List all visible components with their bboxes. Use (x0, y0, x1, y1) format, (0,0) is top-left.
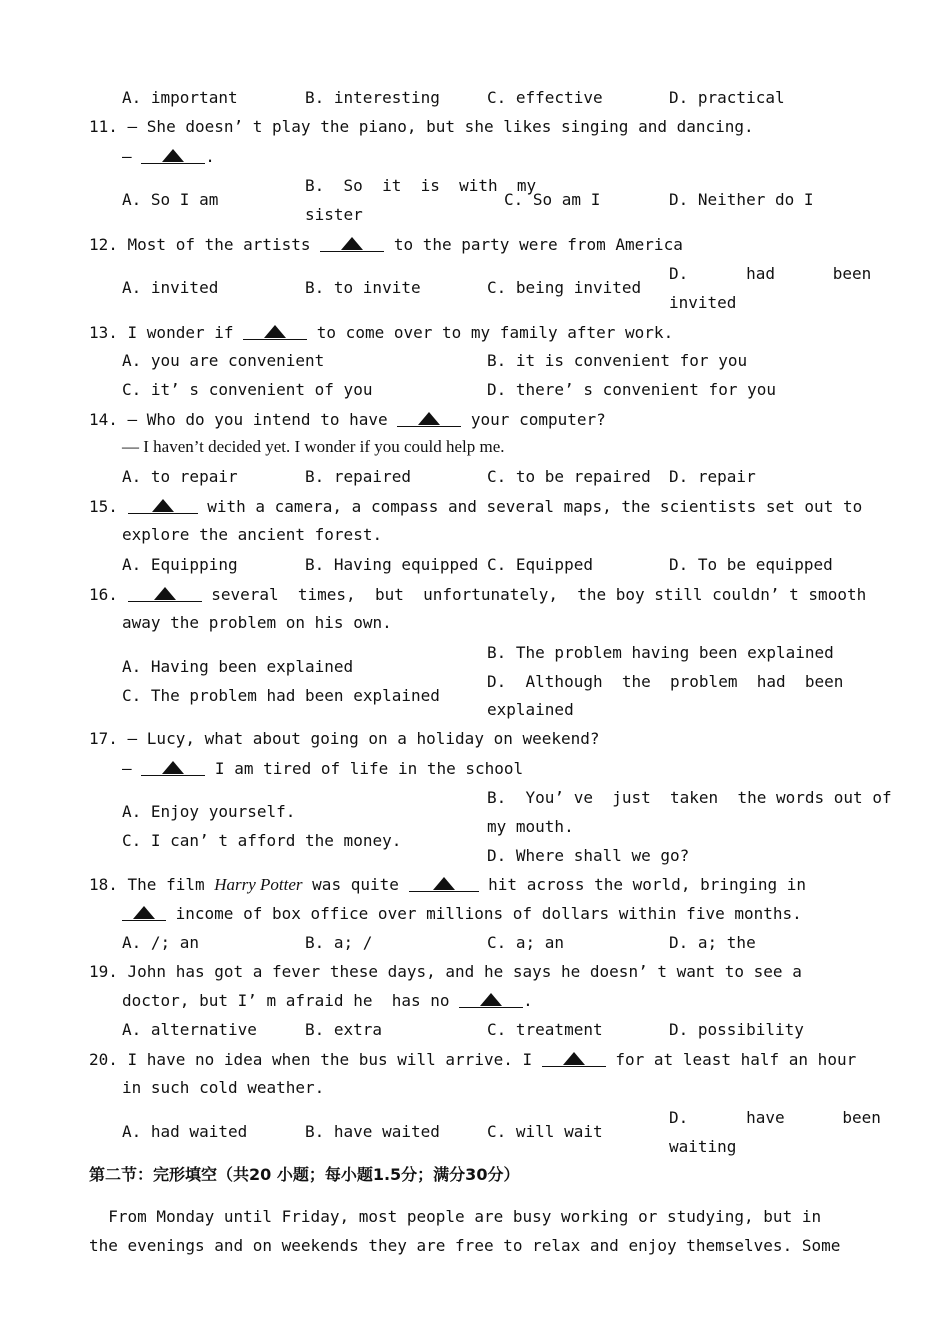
triangle-icon (152, 499, 174, 512)
q14-stem: 14. — Who do you intend to have your computer? (89, 410, 606, 429)
triangle-icon (154, 587, 176, 600)
q16-option-a: A. Having been explained (122, 657, 354, 676)
answer-blank (409, 874, 479, 892)
q10-option-c: C. effective (487, 88, 603, 107)
q15-option-c: C. Equipped (487, 555, 593, 574)
q13-option-c: C. it’ s convenient of you (122, 380, 373, 399)
q18-stem: 18. The film Harry Potter was quite hit across the world, bringing in (89, 875, 807, 894)
answer-blank (542, 1049, 606, 1067)
q11-option-c: C. So am I (504, 190, 601, 209)
answer-blank (128, 496, 198, 514)
answer-blank (397, 409, 461, 427)
triangle-icon (264, 325, 286, 338)
q12-option-d-line1: D. had been (669, 264, 872, 283)
q17-stem: 17. — Lucy, what about going on a holiday on weekend? (89, 729, 600, 748)
q12-option-c: C. being invited (487, 278, 642, 297)
q14-reply: — I haven’t decided yet. I wonder if you could help me. (122, 437, 505, 456)
answer-blank (320, 234, 384, 252)
q12-option-b: B. to invite (305, 278, 421, 297)
q13-option-d: D. there’ s convenient for you (487, 380, 776, 399)
triangle-icon (133, 906, 155, 919)
q11-stem: 11. — She doesn’ t play the piano, but she likes singing and dancing. (89, 117, 754, 136)
q16-option-b: B. The problem having been explained (487, 643, 834, 662)
q13-option-b: B. it is convenient for you (487, 351, 748, 370)
answer-blank (141, 146, 205, 164)
q10-option-a: A. important (122, 88, 238, 107)
triangle-icon (162, 149, 184, 162)
q20-option-a: A. had waited (122, 1122, 248, 1141)
answer-blank (122, 903, 166, 921)
q10-option-d: D. practical (669, 88, 785, 107)
q15-option-b: B. Having equipped (305, 555, 479, 574)
q18-stem-line2: income of box office over millions of dollars within five months. (122, 903, 802, 924)
q20-option-c: C. will wait (487, 1122, 603, 1141)
q16-stem-line2: away the problem on his own. (122, 613, 392, 632)
triangle-icon (480, 993, 502, 1006)
q14-option-c: C. to be repaired (487, 467, 651, 486)
q12-stem: 12. Most of the artists to the party were from America (89, 235, 683, 254)
q19-stem: 19. John has got a fever these days, and he says he doesn’ t want to see a (89, 962, 802, 981)
q17-option-a: A. Enjoy yourself. (122, 802, 296, 821)
triangle-icon (563, 1052, 585, 1065)
q18-option-a: A. /; an (122, 933, 200, 952)
q15-option-d: D. To be equipped (669, 555, 833, 574)
q17-option-b-line2: my mouth. (487, 817, 574, 836)
q12-option-a: A. invited (122, 278, 219, 297)
answer-blank (128, 584, 202, 602)
q16-option-d-line1: D. Although the problem had been (487, 672, 844, 691)
q14-option-d: D. repair (669, 467, 756, 486)
triangle-icon (162, 761, 184, 774)
triangle-icon (341, 237, 363, 250)
q11-option-a: A. So I am (122, 190, 219, 209)
film-title: Harry Potter (214, 875, 303, 894)
q15-stem: 15. with a camera, a compass and several maps, the scientists set out to (89, 497, 863, 516)
q19-option-a: A. alternative (122, 1020, 257, 1039)
q17-option-d: D. Where shall we go? (487, 846, 690, 865)
passage-line-1: From Monday until Friday, most people are busy working or studying, but in (89, 1207, 822, 1226)
triangle-icon (418, 412, 440, 425)
q19-option-b: B. extra (305, 1020, 383, 1039)
triangle-icon (433, 877, 455, 890)
q11-option-b-line2: sister (305, 205, 363, 224)
q15-option-a: A. Equipping (122, 555, 238, 574)
q16-option-c: C. The problem had been explained (122, 686, 440, 705)
q17-option-b-line1: B. You’ ve just taken the words out of (487, 788, 892, 807)
q15-stem-line2: explore the ancient forest. (122, 525, 383, 544)
q10-option-b: B. interesting (305, 88, 440, 107)
q20-option-b: B. have waited (305, 1122, 440, 1141)
q19-option-d: D. possibility (669, 1020, 804, 1039)
q20-option-d-line2: waiting (669, 1137, 737, 1156)
q19-option-c: C. treatment (487, 1020, 603, 1039)
section-heading: 第二节：完形填空（共20 小题；每小题1.5分；满分30分） (89, 1165, 520, 1184)
q17-option-c: C. I can’ t afford the money. (122, 831, 402, 850)
q20-stem-line2: in such cold weather. (122, 1078, 325, 1097)
q16-option-d-line2: explained (487, 700, 574, 719)
q20-option-d-line1: D. have been (669, 1108, 881, 1127)
q20-stem: 20. I have no idea when the bus will arrive. I for at least half an hour (89, 1050, 857, 1069)
q19-stem-line2: doctor, but I’ m afraid he has no . (122, 991, 533, 1010)
q11-dash: — (122, 147, 132, 166)
q11-option-d: D. Neither do I (669, 190, 814, 209)
q14-option-b: B. repaired (305, 467, 411, 486)
q13-option-a: A. you are convenient (122, 351, 325, 370)
q11-reply: — . (122, 147, 215, 166)
q12-option-d-line2: invited (669, 293, 737, 312)
answer-blank (141, 758, 205, 776)
q18-option-b: B. a; / (305, 933, 373, 952)
q11-option-b-line1: B. So it is with my (305, 176, 537, 195)
q18-option-d: D. a; the (669, 933, 756, 952)
q13-stem: 13. I wonder if to come over to my family after work. (89, 323, 674, 342)
q16-stem: 16. several times, but unfortunately, the boy still couldn’ t smooth (89, 585, 867, 604)
passage-line-2: the evenings and on weekends they are free to relax and enjoy themselves. Some (89, 1236, 841, 1255)
q14-option-a: A. to repair (122, 467, 238, 486)
answer-blank (459, 990, 523, 1008)
answer-blank (243, 322, 307, 340)
q18-option-c: C. a; an (487, 933, 565, 952)
q17-reply: — I am tired of life in the school (122, 759, 524, 778)
